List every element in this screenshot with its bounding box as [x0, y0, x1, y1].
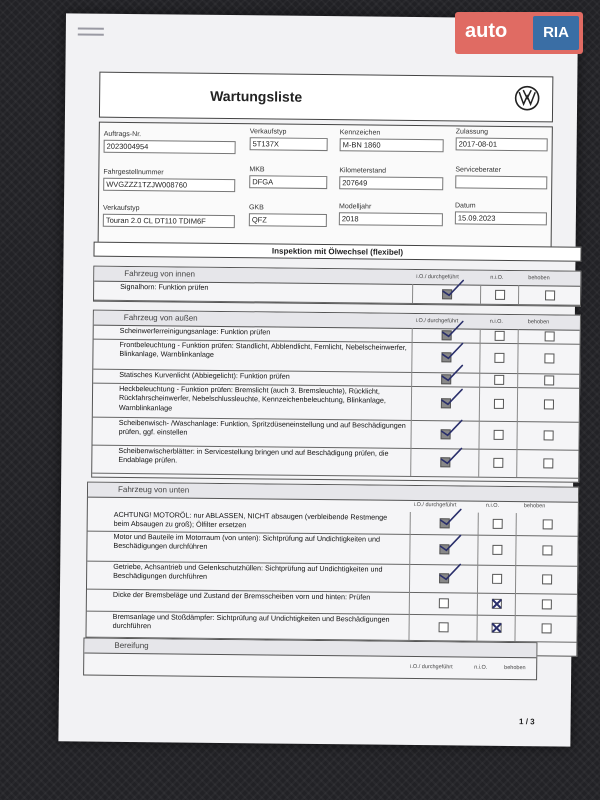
col-fixed-header: behoben [504, 664, 526, 672]
checkbox-nok[interactable] [492, 545, 502, 555]
status-cell-nok [479, 387, 518, 421]
page-number: 1 / 3 [518, 717, 535, 727]
col-nok-header: n.i.O. [489, 318, 503, 325]
status-cell-fixed [515, 535, 578, 566]
col-nok-header: n.i.O. [485, 502, 500, 509]
status-cell-nok [478, 421, 517, 449]
status-cell-fixed [516, 421, 579, 450]
checkmark-icon [438, 562, 462, 582]
status-cell-ok [411, 372, 480, 387]
status-cell-ok [410, 420, 479, 449]
checklist-item-text: Statisches Kurvenlicht (Abbiegelicht): Funktion prüfen [119, 369, 290, 381]
checklist-item-text: Heckbeleuchtung - Funktion prüfen: Bremslicht (auch 3. Bremsleuchte), Rücklicht, Rückfahrscheinwerfer, Nebelschlussleuchte, Kennzeichenbeleuchtung, Blinkanlage, Warnblinkanlage [118, 383, 386, 413]
status-cell-ok [409, 564, 478, 593]
field-kilometerstand: Kilometerstand 207649 [339, 167, 443, 190]
checkbox-fixed[interactable] [544, 399, 554, 409]
staple-mark [78, 27, 104, 29]
checklist-item-text: Frontbeleuchtung - Funktion prüfen: Standlicht, Abblendlicht, Fernlicht, Nebelscheinwerfer, Blinkanlage, Warnblinkanlage [119, 339, 407, 360]
status-cell-fixed [517, 373, 580, 388]
checklist-item-text: Motor und Bauteile im Motorraum (von unten): Sichtprüfung auf Undichtigkeiten und Beschädigungen durchführen [113, 531, 381, 552]
col-ok-header: i.O./ durchgeführt [415, 317, 459, 325]
field-verkaufstyp-model: Verkaufstyp Touran 2.0 CL DT110 TDIM6F [103, 205, 235, 228]
checklist-item-text: Dicke der Bremsbeläge und Zustand der Bremsscheiben vorn und hinten: Prüfen [112, 589, 371, 602]
group-title: Fahrzeug von außen [123, 312, 198, 323]
checklist-row [94, 281, 580, 306]
status-cell-nok [479, 343, 518, 373]
checkbox-fixed[interactable] [544, 353, 554, 363]
page-title: Wartungsliste [210, 87, 303, 105]
checkbox-nok[interactable] [492, 599, 502, 609]
checklist-row [92, 445, 578, 479]
checkbox-fixed[interactable] [542, 574, 552, 584]
checkmark-icon [440, 341, 464, 361]
field-mkb: MKB DFGA [249, 166, 327, 189]
checkbox-nok[interactable] [493, 519, 503, 529]
group-bereifung [83, 638, 537, 681]
autoria-watermark [455, 12, 583, 54]
col-nok-header: n.i.O. [474, 664, 488, 671]
field-auftrag: Auftrags-Nr. 2023004954 [104, 131, 236, 154]
status-cell-ok [411, 386, 480, 421]
checklist-item-text: Getriebe, Achsantrieb und Gelenkschutzhüllen: Sichtprüfung auf Undichtigkeiten und Beschädigungen durchführen [113, 561, 383, 582]
checkbox-fixed[interactable] [542, 599, 552, 609]
status-cell-nok [476, 615, 515, 641]
checklist-item-text: Bremsanlage und Stoßdämpfer: Sichtprüfung auf Undichtigkeiten und Beschädigungen durchführen [112, 611, 390, 631]
checkbox-nok[interactable] [494, 375, 504, 385]
status-cell-fixed [515, 565, 578, 594]
status-cell-ok [410, 512, 479, 535]
status-cell-fixed [516, 513, 579, 536]
status-cell-fixed [518, 285, 581, 305]
checkbox-ok[interactable] [439, 598, 449, 608]
status-cell-fixed [517, 343, 580, 374]
status-cell-fixed [514, 615, 577, 642]
checkbox-fixed[interactable] [545, 290, 555, 300]
checkbox-fixed[interactable] [542, 545, 552, 555]
checkbox-nok[interactable] [495, 331, 505, 341]
field-kennzeichen: Kennzeichen M-BN 1860 [340, 129, 444, 152]
checkbox-nok[interactable] [493, 458, 503, 468]
title-box [99, 72, 553, 123]
field-zulassung: Zulassung 2017-08-01 [456, 128, 548, 151]
checkmark-icon [440, 387, 464, 407]
status-cell-ok [409, 534, 478, 565]
checkbox-fixed[interactable] [543, 458, 553, 468]
status-cell-nok [479, 373, 518, 387]
field-datum: Datum 15.09.2023 [455, 202, 547, 225]
checkbox-fixed[interactable] [544, 375, 554, 385]
status-cell-ok [409, 592, 478, 615]
status-cell-fixed [516, 449, 579, 478]
vehicle-info [98, 122, 553, 251]
checkmark-icon [441, 319, 465, 339]
checklist-item-text: Scheibenwischerblätter: in Servicestellung bringen und auf Beschädigung prüfen, die Endablage prüfen. [118, 445, 389, 465]
checkbox-fixed[interactable] [545, 331, 555, 341]
checkbox-fixed[interactable] [542, 623, 552, 633]
group-title: Fahrzeug von unten [117, 484, 190, 495]
checkmark-icon [440, 363, 464, 383]
col-ok-header: i.O./ durchgeführt [410, 663, 453, 671]
group-fahrzeug-aussen [91, 310, 581, 483]
status-cell-ok [410, 448, 479, 477]
checkmark-icon [438, 533, 462, 553]
group-title: Fahrzeug von innen [124, 268, 196, 279]
checkmark-icon [440, 418, 464, 438]
checkmark-icon [439, 507, 463, 527]
checkbox-nok[interactable] [494, 430, 504, 440]
group-fahrzeug-unten [85, 482, 579, 657]
checklist-item-text: Scheinwerferreinigungsanlage: Funktion prüfen [119, 325, 271, 337]
field-modelljahr: Modelljahr 2018 [339, 203, 443, 226]
col-fixed-header: behoben [527, 319, 550, 326]
inspection-title: Inspektion mit Ölwechsel (flexibel) [93, 242, 581, 262]
group-fahrzeug-innen [93, 266, 581, 307]
field-verkaufstyp: Verkaufstyp 5T137X [250, 128, 328, 151]
status-cell-nok [478, 449, 517, 477]
checkbox-fixed[interactable] [544, 430, 554, 440]
col-ok-header: i.O./ durchgeführt [413, 501, 457, 509]
checklist-item-text: Signalhorn: Funktion prüfen [120, 281, 209, 292]
field-fahrgestell: Fahrgestellnummer WVGZZZ1TZJW008760 [103, 169, 235, 192]
field-serviceberater: Serviceberater [455, 166, 547, 189]
staple-mark [78, 33, 104, 35]
checkmark-icon [439, 446, 463, 466]
maintenance-sheet [58, 13, 578, 746]
checkbox-nok[interactable] [492, 574, 502, 584]
status-cell-nok [477, 565, 516, 593]
watermark-text-left: auto [465, 20, 508, 42]
checkbox-nok[interactable] [494, 353, 504, 363]
col-nok-header: n.i.O. [490, 274, 504, 281]
status-cell-fixed [515, 593, 578, 616]
checkmark-icon [441, 278, 465, 298]
status-cell-ok [412, 284, 481, 304]
status-cell-nok [480, 329, 519, 343]
status-cell-fixed [517, 387, 580, 422]
checkbox-nok[interactable] [495, 289, 505, 299]
watermark-text-right: RIA [533, 16, 579, 50]
checkbox-ok[interactable] [439, 622, 449, 632]
col-ok-header: i.O./ durchgeführt [416, 274, 459, 281]
status-cell-nok [478, 513, 517, 535]
col-fixed-header: behoben [528, 275, 550, 282]
col-fixed-header: behoben [523, 503, 546, 510]
status-cell-nok [477, 535, 516, 565]
status-cell-nok [480, 285, 519, 304]
field-gkb: GKB QFZ [249, 204, 327, 227]
vw-logo-icon [514, 85, 540, 111]
checkbox-fixed[interactable] [543, 519, 553, 529]
status-cell-ok [408, 614, 477, 641]
group-title: Bereifung [114, 640, 149, 651]
status-cell-fixed [518, 329, 581, 344]
checkbox-nok[interactable] [494, 399, 504, 409]
checkbox-nok[interactable] [492, 623, 502, 633]
checklist-item-text: ACHTUNG! MOTORÖL: nur ABLASSEN, NICHT absaugen (verbleibende Restmenge beim Absaugen zu groß); Ölfilter ersetzen [113, 509, 388, 530]
checklist-item-text: Scheibenwisch- /Waschanlage: Funktion, Spritzdüseneinstellung und auf Beschädigungen prüfen, ggf. einstellen [118, 417, 406, 438]
status-cell-nok [477, 593, 516, 615]
